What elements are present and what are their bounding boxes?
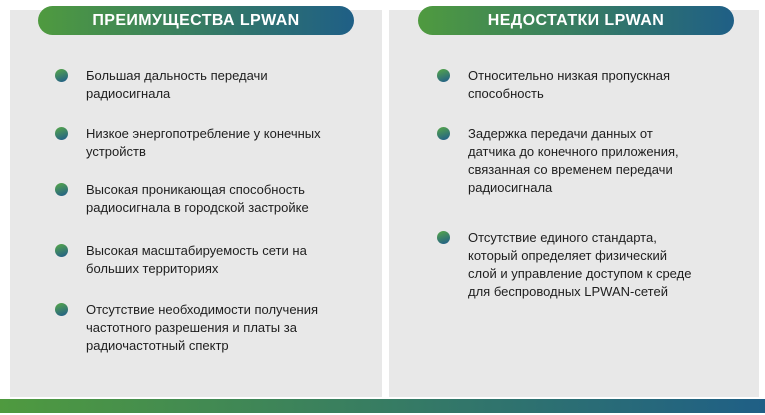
footer-gradient-bar <box>0 399 765 413</box>
bullet-dot-icon <box>55 69 68 82</box>
disadvantage-item <box>437 229 691 301</box>
advantage-item <box>55 67 268 103</box>
bullet-dot-icon <box>437 69 450 82</box>
bullet-dot-icon <box>55 183 68 196</box>
advantage-item <box>55 125 321 161</box>
disadvantage-text: Относительно низкая пропускная способность <box>468 68 671 101</box>
advantage-text: Отсутствие необходимости получения частотного разрешения и платы за радиочастотный спектр <box>86 302 319 353</box>
advantage-item <box>55 181 309 217</box>
bullet-dot-icon <box>55 303 68 316</box>
disadvantage-text: Отсутствие единого стандарта, который определяет физический слой и управление доступом к среде для беспроводных LPWAN-сетей <box>468 230 692 299</box>
advantage-item <box>55 301 318 355</box>
disadvantages-title: НЕДОСТАТКИ LPWAN <box>418 6 734 35</box>
advantage-item <box>55 242 307 278</box>
bullet-dot-icon <box>55 244 68 257</box>
advantage-text: Низкое энергопотребление у конечных устройств <box>86 126 321 159</box>
disadvantage-text: Задержка передачи данных от датчика до конечного приложения, связанная со временем передачи радиосигнала <box>468 126 679 195</box>
bullet-dot-icon <box>55 127 68 140</box>
disadvantage-item <box>437 67 670 103</box>
advantages-title: ПРЕИМУЩЕСТВА LPWAN <box>38 6 354 35</box>
bullet-dot-icon <box>437 231 450 244</box>
bullet-dot-icon <box>437 127 450 140</box>
advantage-text: Большая дальность передачи радиосигнала <box>86 68 268 101</box>
disadvantage-item <box>437 125 679 197</box>
advantage-text: Высокая проникающая способность радиосигнала в городской застройке <box>86 182 309 215</box>
advantage-text: Высокая масштабируемость сети на больших территориях <box>86 243 307 276</box>
